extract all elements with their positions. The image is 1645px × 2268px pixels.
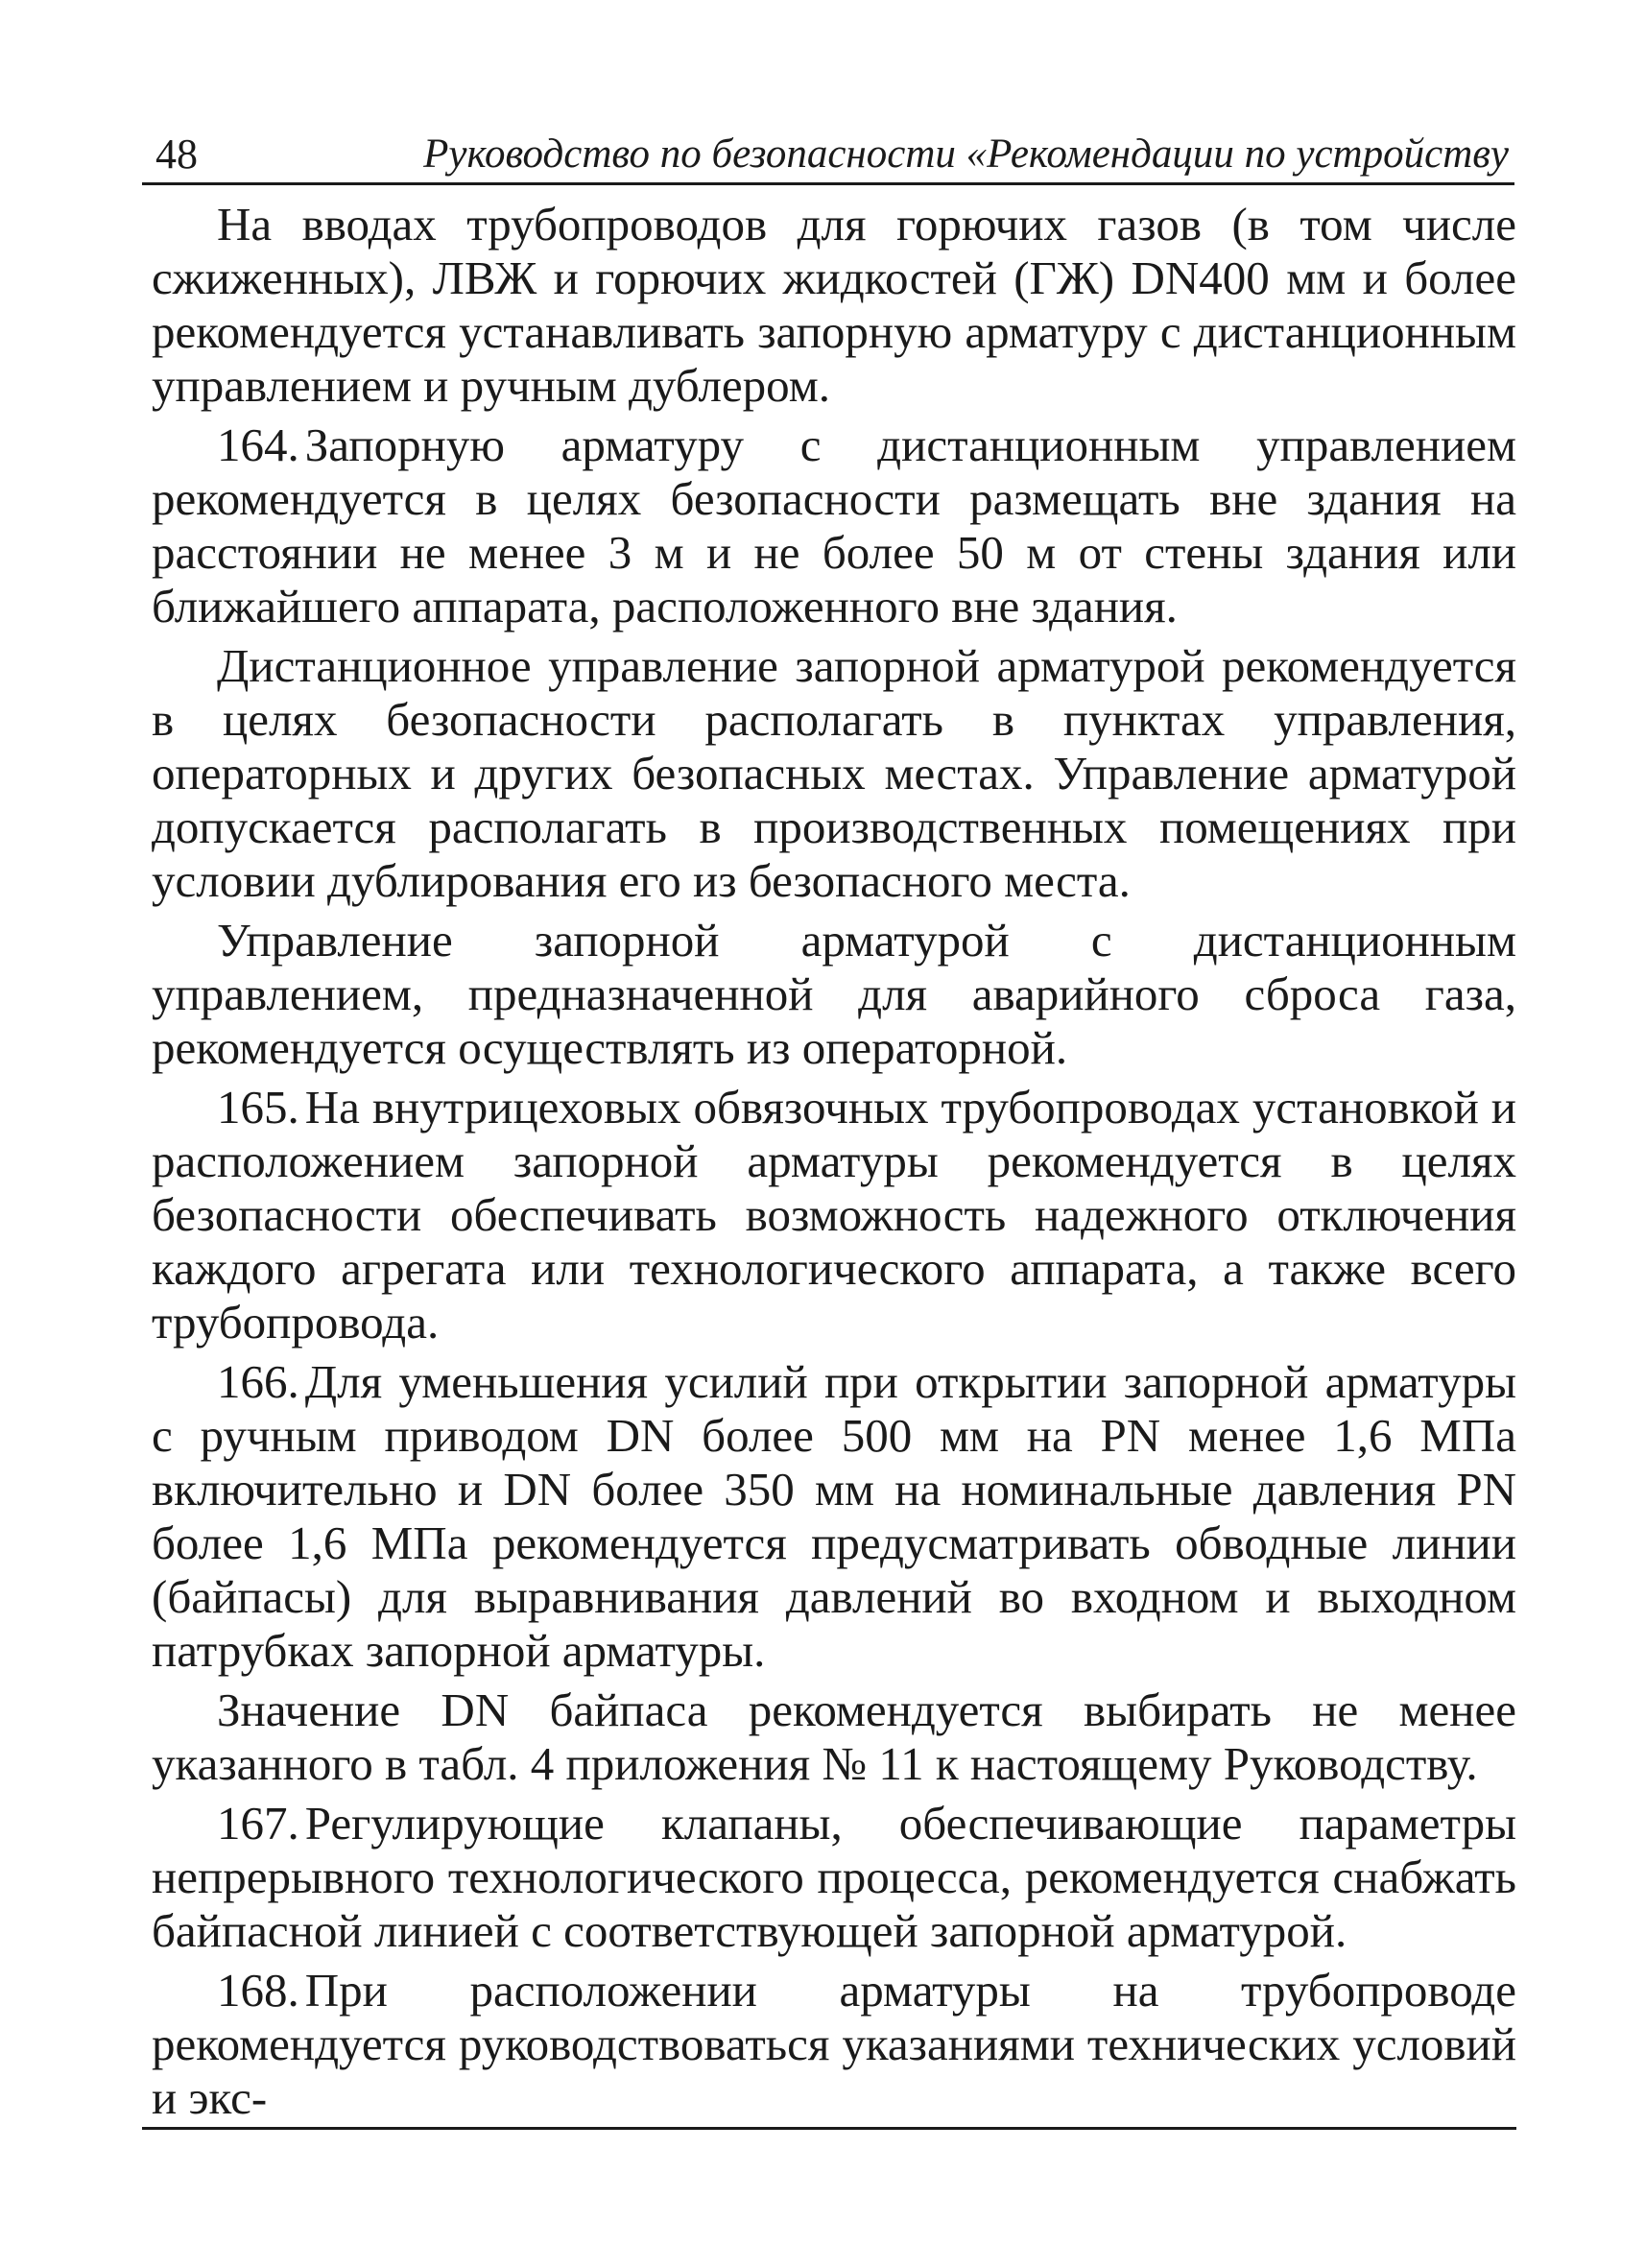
- paragraph: [152, 418, 1516, 633]
- paragraph-text: Запорную арматуру с дистанционным управлением рекомендуется в целях безопасности размещать вне здания на расстоянии не менее 3 м и не более 50 м от стены здания или ближайшего аппарата, расположенного вне здания.: [152, 418, 1516, 633]
- clause-number: 167.: [217, 1797, 299, 1850]
- paragraph-text: При расположении арматуры на трубопроводе рекомендуется руководствоваться указаниями технических условий и экс-: [152, 1964, 1516, 2124]
- paragraph: [152, 1683, 1516, 1791]
- running-title: Руководство по безопасности «Рекомендации по устройству: [423, 131, 1509, 177]
- paragraph-text: Регулирующие клапаны, обеспечивающие параметры непрерывного технологического процесса, рекомендуется снабжать байпасной линией с соответствующей запорной арматурой.: [152, 1797, 1516, 1957]
- paragraph-text: Для уменьшения усилий при открытии запорной арматуры с ручным приводом DN более 500 мм на PN менее 1,6 МПа включительно и DN более 350 мм на номинальные давления PN более 1,6 МПа рекомендуется предусматривать обводные линии (байпасы) для выравнивания давлений во входном и выходном патрубках запорной арматуры.: [152, 1355, 1516, 1677]
- paragraph-text: Значение DN байпаса рекомендуется выбирать не менее указанного в табл. 4 приложения № 11 к настоящему Руководству.: [152, 1683, 1516, 1790]
- paragraph: [152, 198, 1516, 413]
- clause-number: 164.: [217, 418, 299, 471]
- paragraph: [152, 914, 1516, 1075]
- paragraph: [152, 1964, 1516, 2125]
- paragraph-text: Управление запорной арматурой с дистанционным управлением, предназначенной для аварийного сброса газа, рекомендуется осуществлять из операторной.: [152, 914, 1516, 1074]
- clause-number: 168.: [217, 1964, 299, 2017]
- paragraph: [152, 1081, 1516, 1349]
- clause-number: 166.: [217, 1355, 299, 1408]
- page-header: [142, 129, 1514, 185]
- bottom-rule: [142, 2127, 1516, 2130]
- paragraph: [152, 639, 1516, 908]
- body-text: [152, 198, 1516, 2131]
- clause-number: 165.: [217, 1081, 299, 1134]
- paragraph-text: На вводах трубопроводов для горючих газов (в том числе сжиженных), ЛВЖ и горючих жидкостей (ГЖ) DN400 мм и более рекомендуется устанавливать запорную арматуру с дистанционным управлением и ручным дублером.: [152, 198, 1516, 412]
- paragraph-text: На внутрицеховых обвязочных трубопроводах установкой и расположением запорной арматуры рекомендуется в целях безопасности обеспечивать возможность надежного отключения каждого агрегата или технологического аппарата, а также всего трубопровода.: [152, 1081, 1516, 1349]
- paragraph-text: Дистанционное управление запорной арматурой рекомендуется в целях безопасности располагать в пунктах управления, операторных и других безопасных местах. Управление арматурой допускается располагать в производственных помещениях при условии дублирования его из безопасного места.: [152, 639, 1516, 907]
- page-number: 48: [155, 131, 198, 178]
- paragraph: [152, 1355, 1516, 1678]
- paragraph: [152, 1797, 1516, 1958]
